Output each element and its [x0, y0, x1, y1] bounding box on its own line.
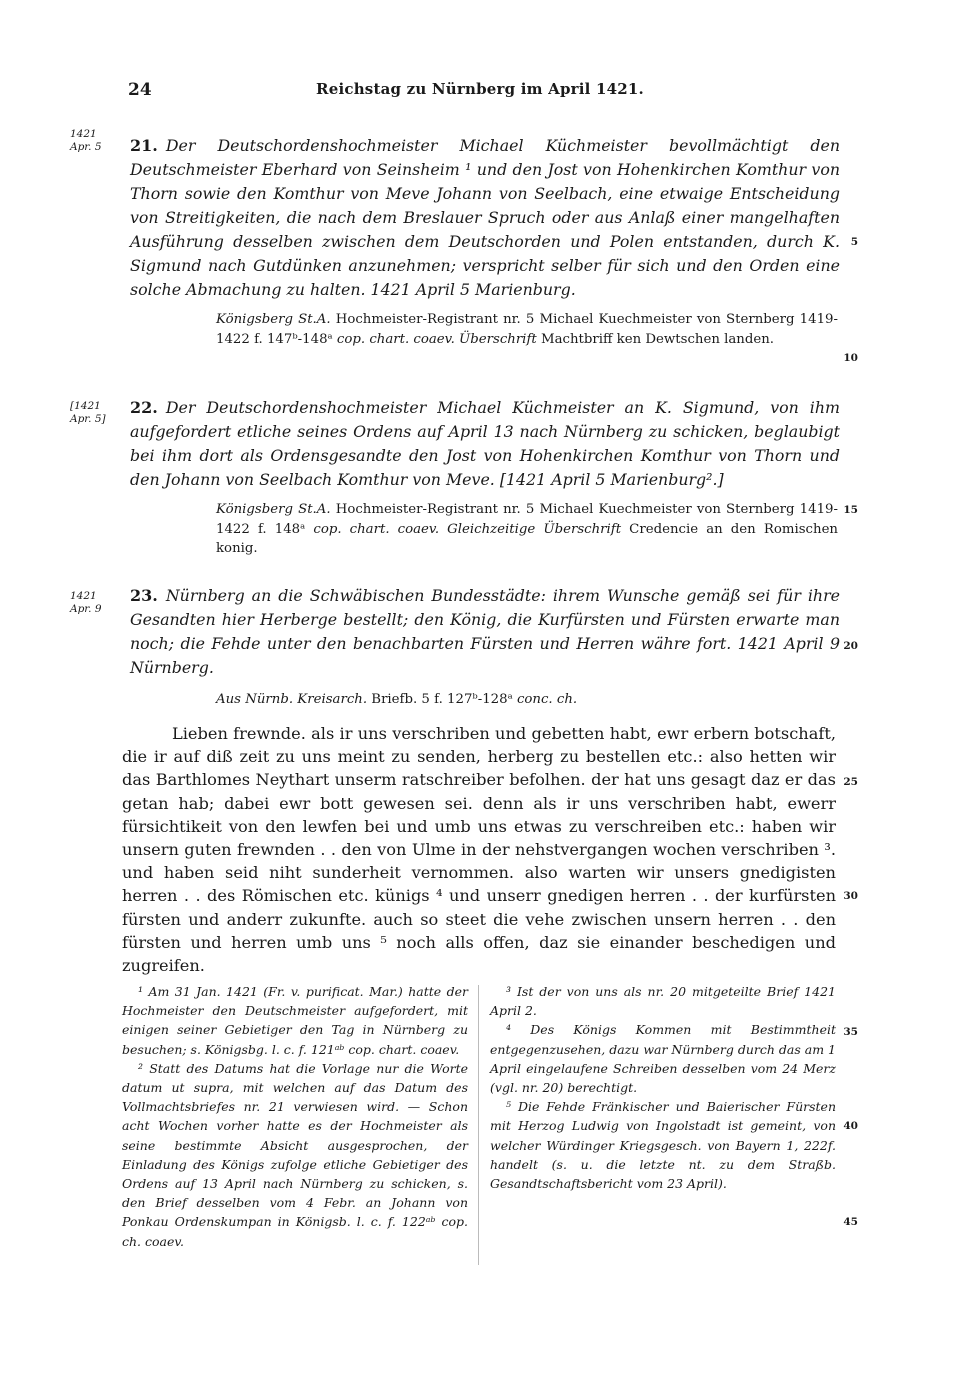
entry-date-year: 1421: [70, 590, 97, 602]
footnote: ⁵ Die Fehde Fränkischer und Baierischer Fürsten mit Herzog Ludwig von Ingolstadt ist gemeint, von welcher Würdinger Kriegsgesch. von Bayern 1, 222f. handelt (s. u. die letzte nt. zu dem Straßb. Gesandtschaftsbericht vom 23 April).: [490, 1099, 836, 1192]
entry-date-year: 1421: [70, 128, 97, 140]
source-text: Hochmeister-Registrant nr. 5 Michael Kuechmeister von Sternberg 1419-1422 f. 148ᵃ: [216, 502, 838, 537]
footnote: ² Statt des Datums hat die Vorlage nur die Worte datum ut supra, mit welchen auf das Datum des Vollmachtsbriefes nr. 21 verwiesen wird. — Schon acht Wochen vorher hatte es der Hochmeister als seine bestimmte Absicht ausgesprochen, der Einladung des Königs zufolge etliche Gebietiger des Ordens auf 13 April nach Nürnberg zu schicken, s. den Brief desselben vom 4 Febr. an Johann von Ponkau Ordenskumpan in Königsb. l. c. f. 122ᵃᵇ cop. ch. coaev.: [122, 1060, 468, 1249]
source-archive: Aus Nürnb. Kreisarch.: [216, 692, 368, 707]
line-number: 20: [843, 640, 858, 652]
footnote: ⁴ Des Königs Kommen mit Bestimmtheit entgegenzusehen, dazu war Nürnberg durch das am 1 April eingelaufene Schreiben desselben vom 24 Merz (vgl. nr. 20) berechtigt.: [490, 1022, 836, 1096]
line-number: 25: [843, 776, 858, 788]
line-number: 10: [843, 352, 858, 364]
page-number: 24: [128, 80, 152, 100]
source-archive: Königsberg St.A.: [216, 312, 331, 327]
line-number: 45: [843, 1216, 858, 1228]
entry-23: [130, 584, 840, 680]
line-number: 30: [843, 890, 858, 902]
entry-regest: [130, 584, 840, 680]
line-number: 35: [843, 1026, 858, 1038]
entry-number: 21.: [130, 136, 158, 155]
regest-text: Der Deutschordenshochmeister Michael Küchmeister bevollmächtigt den Deutschmeister Eberhard von Seinsheim ¹ und den Jost von Hohenkirchen Komthur von Thorn sowie den Komthur von Meve Johann von Seelbach, eine etwaige Entscheidung von Streitigkeiten, die nach dem Breslauer Spruch oder aus Anlaß einer mangelhaften Ausführung desselben zwischen dem Deutschorden und Polen entstanden, durch K. Sigmund nach Gutdünken anzunehmen; verspricht selber für sich und den Orden eine solche Abmachung zu halten. 1421 April 5 Marienburg.: [130, 136, 840, 299]
regest-text: Der Deutschordenshochmeister Michael Küchmeister an K. Sigmund, von ihm aufgefordert etliche seines Ordens auf April 13 nach Nürnberg zu schicken, beglaubigt bei ihm dort als Ordensgesandte den Jost von Hohenkirchen Komthur von Thorn und den Johann von Seelbach Komthur von Meve. [1421 April 5 Marienburg².]: [130, 398, 840, 489]
entry-number: 23.: [130, 586, 158, 605]
letter-body: [122, 722, 836, 977]
footnote-column-divider: [478, 985, 479, 1265]
running-title: Reichstag zu Nürnberg im April 1421.: [316, 80, 644, 98]
entry-21: [130, 134, 840, 302]
entry-22: [130, 396, 840, 492]
footnote: ³ Ist der von uns als nr. 20 mitgeteilte Brief 1421 April 2.: [490, 984, 836, 1019]
entry-regest: [130, 134, 840, 302]
entry-regest: [130, 396, 840, 492]
entry-date-day: Apr. 5]: [70, 413, 106, 425]
source-tail: Machtbriff ken Dewtschen landen.: [540, 331, 775, 347]
source-note-21: [216, 310, 838, 349]
footnotes-right: [490, 982, 836, 1193]
source-note-23: [216, 690, 838, 710]
source-note: cop. chart. coaev. Überschrift: [336, 331, 537, 347]
source-note: conc. ch.: [516, 692, 578, 707]
footnote: ¹ Am 31 Jan. 1421 (Fr. v. purificat. Mar.) hatte der Hochmeister den Deutschmeister aufgefordert, mit einigen seiner Gebietiger den Tag in Nürnberg zu besuchen; s. Königsbg. l. c. f. 121ᵃᵇ cop. chart. coaev.: [122, 984, 468, 1057]
entry-date-day: Apr. 5: [70, 141, 102, 153]
line-number: 40: [843, 1120, 858, 1132]
entry-date-year: [1421: [70, 400, 101, 412]
source-tail: Credencie an den Romischen konig.: [216, 521, 838, 556]
source-note-22: [216, 500, 838, 559]
letter-text: Lieben frewnde. als ir uns verschriben und gebetten habt, ewr erbern botschaft, die ir auf diß zeit zu uns meint zu senden, herberg zu bestellen etc.: also hetten wir das Barthlomes Neythart unserm ratschreiber befolhen. der hat uns gesagt daz er das getan hab; dabei ewr bott gewesen sei. denn als ir uns verschriben habt, ewerr fürsichtikeit von den lewfen bei und umb uns etwas zu verschreiben etc.: haben wir unsern guten frewnden . . den von Ulme in der nehstvergangen wochen verschriben ³. und haben seid niht sunderheit vernommen. also warten wir unsers gnedigisten herren . . des Römischen etc. künigs ⁴ und unserr gnedigen herren . . der kurfürsten fürsten und anderr zukunfte. auch so steet die vehe zwischen unsern herren . . den fürsten und herren umb uns ⁵ noch alls offen, daz sie einander beschedigen und zugreifen.: [122, 724, 836, 976]
source-text: Briefb. 5 f. 127ᵇ-128ᵃ: [371, 692, 513, 707]
footnotes-left: [122, 982, 468, 1251]
line-number: 15: [843, 504, 858, 516]
source-note: cop. chart. coaev. Gleichzeitige Überschrift: [313, 521, 622, 537]
line-number: 5: [850, 236, 858, 248]
entry-number: 22.: [130, 398, 158, 417]
regest-text: Nürnberg an die Schwäbischen Bundesstädte: ihrem Wunsche gemäß sei für ihre Gesandten hier Herberge bestellt; den König, die Kurfürsten und Fürsten erwarte man noch; die Fehde unter den benachbarten Fürsten und Herren währe fort. 1421 April 9 Nürnberg.: [130, 586, 840, 677]
source-text: Hochmeister-Registrant nr. 5 Michael Kuechmeister von Sternberg 1419-1422 f. 147ᵇ-148ᵃ: [216, 312, 838, 347]
entry-date-day: Apr. 9: [70, 603, 102, 615]
source-archive: Königsberg St.A.: [216, 502, 331, 517]
